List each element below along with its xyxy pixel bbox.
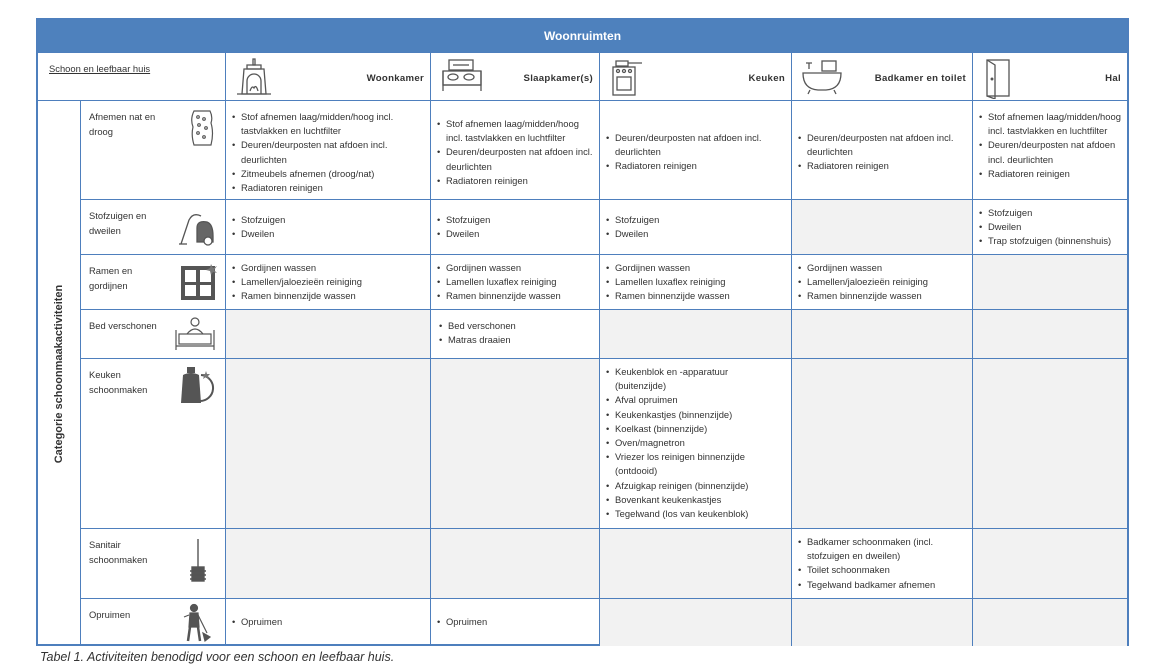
cell-r7-keuken bbox=[599, 598, 791, 646]
cell-r3-keuken bbox=[599, 254, 791, 309]
vacuum-cleaner-icon bbox=[177, 208, 217, 248]
list-item: • Lamellen/jaloezieën reiniging bbox=[241, 275, 426, 289]
list-item: • Deuren/deurposten nat afdoen incl. deurlichten bbox=[446, 145, 595, 173]
list-item: • Radiatoren reinigen bbox=[446, 174, 595, 188]
category-label: Ramen en gordijnen bbox=[89, 265, 133, 291]
bed-person-icon bbox=[173, 316, 217, 354]
room-header-badkamer bbox=[791, 52, 972, 100]
room-name-slaapkamer: Slaapkamer(s) bbox=[523, 72, 593, 84]
cell-r5-hal bbox=[972, 358, 1127, 528]
room-name-woonkamer: Woonkamer bbox=[366, 72, 424, 84]
bed-icon bbox=[439, 57, 485, 97]
fireplace-icon bbox=[234, 57, 274, 97]
list-item: • Koelkast (binnenzijde) bbox=[615, 422, 781, 436]
cell-r4-badkamer bbox=[791, 309, 972, 358]
list-item: • Ramen binnenzijde wassen bbox=[807, 289, 968, 303]
room-header-woonkamer bbox=[225, 52, 430, 100]
list-item: • Dweilen bbox=[615, 227, 787, 241]
cell-r7-badkamer bbox=[791, 598, 972, 646]
category-cell-keuken bbox=[80, 358, 225, 528]
door-icon bbox=[981, 57, 1015, 99]
list-item: • Radiatoren reinigen bbox=[988, 167, 1125, 181]
cell-r1-hal bbox=[972, 100, 1127, 199]
list-item: • Stofzuigen bbox=[988, 206, 1125, 220]
list-item: • Gordijnen wassen bbox=[807, 261, 968, 275]
cell-r2-woonkamer bbox=[225, 199, 430, 254]
list-item: • Toilet schoonmaken bbox=[807, 563, 966, 577]
category-label: Bed verschonen bbox=[89, 320, 157, 331]
sponge-icon bbox=[189, 109, 215, 147]
list-item: • Lamellen luxaflex reiniging bbox=[615, 275, 787, 289]
cell-r7-hal bbox=[972, 598, 1127, 646]
list-item: • Stofzuigen bbox=[241, 213, 426, 227]
table-caption: Tabel 1. Activiteiten benodigd voor een schoon en leefbaar huis. bbox=[40, 650, 395, 664]
table-header-woonruimten: Woonruimten bbox=[38, 20, 1127, 52]
cell-r4-keuken bbox=[599, 309, 791, 358]
list-item: • Lamellen luxaflex reiniging bbox=[446, 275, 595, 289]
category-cell-ramen bbox=[80, 254, 225, 309]
category-cell-opruimen bbox=[80, 598, 225, 646]
list-item: • Badkamer schoonmaken (incl. stofzuigen en dweilen) bbox=[807, 535, 966, 563]
list-item: • Stof afnemen laag/midden/hoog incl. tastvlakken en luchtfilter bbox=[446, 117, 595, 145]
cell-r5-keuken bbox=[599, 358, 791, 528]
cell-r1-slaapkamer bbox=[430, 100, 599, 199]
list-item: • Gordijnen wassen bbox=[241, 261, 426, 275]
category-cell-sanitair bbox=[80, 528, 225, 598]
category-label: Opruimen bbox=[89, 609, 131, 620]
list-item: • Stof afnemen laag/midden/hoog incl. tastvlakken en luchtfilter bbox=[241, 110, 426, 138]
cell-r2-badkamer bbox=[791, 199, 972, 254]
list-item: • Dweilen bbox=[446, 227, 595, 241]
cell-r6-woonkamer bbox=[225, 528, 430, 598]
room-name-badkamer: Badkamer en toilet bbox=[874, 72, 966, 84]
cleaning-activities-table bbox=[36, 18, 1129, 646]
list-item: • Stof afnemen laag/midden/hoog incl. tastvlakken en luchtfilter bbox=[988, 110, 1125, 138]
toilet-brush-icon bbox=[185, 537, 211, 585]
list-item: • Bovenkant keukenkastjes bbox=[615, 493, 781, 507]
cell-r3-slaapkamer bbox=[430, 254, 599, 309]
room-name-keuken: Keuken bbox=[748, 72, 785, 84]
list-item: • Radiatoren reinigen bbox=[807, 159, 968, 173]
category-cell-bed bbox=[80, 309, 225, 358]
cell-r1-badkamer bbox=[791, 100, 972, 199]
bathtub-icon bbox=[800, 57, 844, 97]
list-item: • Opruimen bbox=[241, 615, 426, 629]
room-header-keuken bbox=[599, 52, 791, 100]
list-item: • Tegelwand badkamer afnemen bbox=[807, 578, 966, 592]
list-item: • Keukenkastjes (binnenzijde) bbox=[615, 408, 781, 422]
cell-r4-hal bbox=[972, 309, 1127, 358]
category-label: Afnemen nat en droog bbox=[89, 111, 156, 137]
list-item: • Radiatoren reinigen bbox=[241, 181, 426, 195]
list-item: • Afzuigkap reinigen (binnenzijde) bbox=[615, 479, 781, 493]
list-item: • Keukenblok en -apparatuur (buitenzijde) bbox=[615, 365, 781, 393]
list-item: • Bed verschonen bbox=[448, 319, 595, 333]
list-item: • Zitmeubels afnemen (droog/nat) bbox=[241, 167, 426, 181]
cell-r2-keuken bbox=[599, 199, 791, 254]
list-item: • Oven/magnetron bbox=[615, 436, 781, 450]
list-item: • Ramen binnenzijde wassen bbox=[241, 289, 426, 303]
detergent-icon bbox=[175, 365, 215, 405]
list-item: • Tegelwand (los van keukenblok) bbox=[615, 507, 781, 521]
list-item: • Stofzuigen bbox=[446, 213, 595, 227]
corner-cell bbox=[38, 52, 225, 100]
cell-r6-keuken bbox=[599, 528, 791, 598]
cell-r4-slaapkamer bbox=[430, 309, 599, 358]
list-item: • Ramen binnenzijde wassen bbox=[446, 289, 595, 303]
list-item: • Deuren/deurposten nat afdoen incl. deurlichten bbox=[241, 138, 426, 166]
category-cell-afnemen bbox=[80, 100, 225, 199]
cell-r7-slaapkamer bbox=[430, 598, 599, 646]
list-item: • Stofzuigen bbox=[615, 213, 787, 227]
list-item: • Matras draaien bbox=[448, 333, 595, 347]
cell-r3-hal bbox=[972, 254, 1127, 309]
list-item: • Gordijnen wassen bbox=[446, 261, 595, 275]
room-header-hal bbox=[972, 52, 1127, 100]
list-item: • Deuren/deurposten nat afdoen incl. deurlichten bbox=[615, 131, 787, 159]
list-item: • Ramen binnenzijde wassen bbox=[615, 289, 787, 303]
list-item: • Deuren/deurposten nat afdoen incl. deurlichten bbox=[807, 131, 968, 159]
category-label: Keuken schoonmaken bbox=[89, 369, 148, 395]
cell-r7-woonkamer bbox=[225, 598, 430, 646]
cell-r5-slaapkamer bbox=[430, 358, 599, 528]
list-item: • Dweilen bbox=[988, 220, 1125, 234]
list-item: • Dweilen bbox=[241, 227, 426, 241]
list-item: • Lamellen/jaloezieën reiniging bbox=[807, 275, 968, 289]
room-header-slaapkamer bbox=[430, 52, 599, 100]
list-item: • Gordijnen wassen bbox=[615, 261, 787, 275]
cell-r6-badkamer bbox=[791, 528, 972, 598]
cell-r2-slaapkamer bbox=[430, 199, 599, 254]
room-name-hal: Hal bbox=[1105, 72, 1121, 84]
cell-r2-hal bbox=[972, 199, 1127, 254]
cell-r1-woonkamer bbox=[225, 100, 430, 199]
list-item: • Deuren/deurposten nat afdoen incl. deurlichten bbox=[988, 138, 1125, 166]
corner-label: Schoon en leefbaar huis bbox=[49, 63, 151, 74]
category-cell-stofzuigen bbox=[80, 199, 225, 254]
list-item: • Afval opruimen bbox=[615, 393, 781, 407]
cell-r6-hal bbox=[972, 528, 1127, 598]
list-item: • Trap stofzuigen (binnenshuis) bbox=[988, 234, 1125, 248]
cell-r3-woonkamer bbox=[225, 254, 430, 309]
cell-r6-slaapkamer bbox=[430, 528, 599, 598]
cell-r5-woonkamer bbox=[225, 358, 430, 528]
cell-r3-badkamer bbox=[791, 254, 972, 309]
list-item: • Vriezer los reinigen binnenzijde (ontdooid) bbox=[615, 450, 781, 478]
cell-r5-badkamer bbox=[791, 358, 972, 528]
cell-r1-keuken bbox=[599, 100, 791, 199]
category-label: Sanitair schoonmaken bbox=[89, 539, 148, 565]
person-cleaning-icon bbox=[181, 603, 211, 645]
vertical-label-cell bbox=[38, 100, 80, 646]
list-item: • Opruimen bbox=[446, 615, 595, 629]
category-label: Stofzuigen en dweilen bbox=[89, 210, 147, 236]
vertical-category-label: Categorie schoonmaakactiviteiten bbox=[52, 284, 65, 464]
window-icon bbox=[179, 262, 219, 302]
cell-r4-woonkamer bbox=[225, 309, 430, 358]
list-item: • Radiatoren reinigen bbox=[615, 159, 787, 173]
stove-icon bbox=[608, 57, 648, 97]
